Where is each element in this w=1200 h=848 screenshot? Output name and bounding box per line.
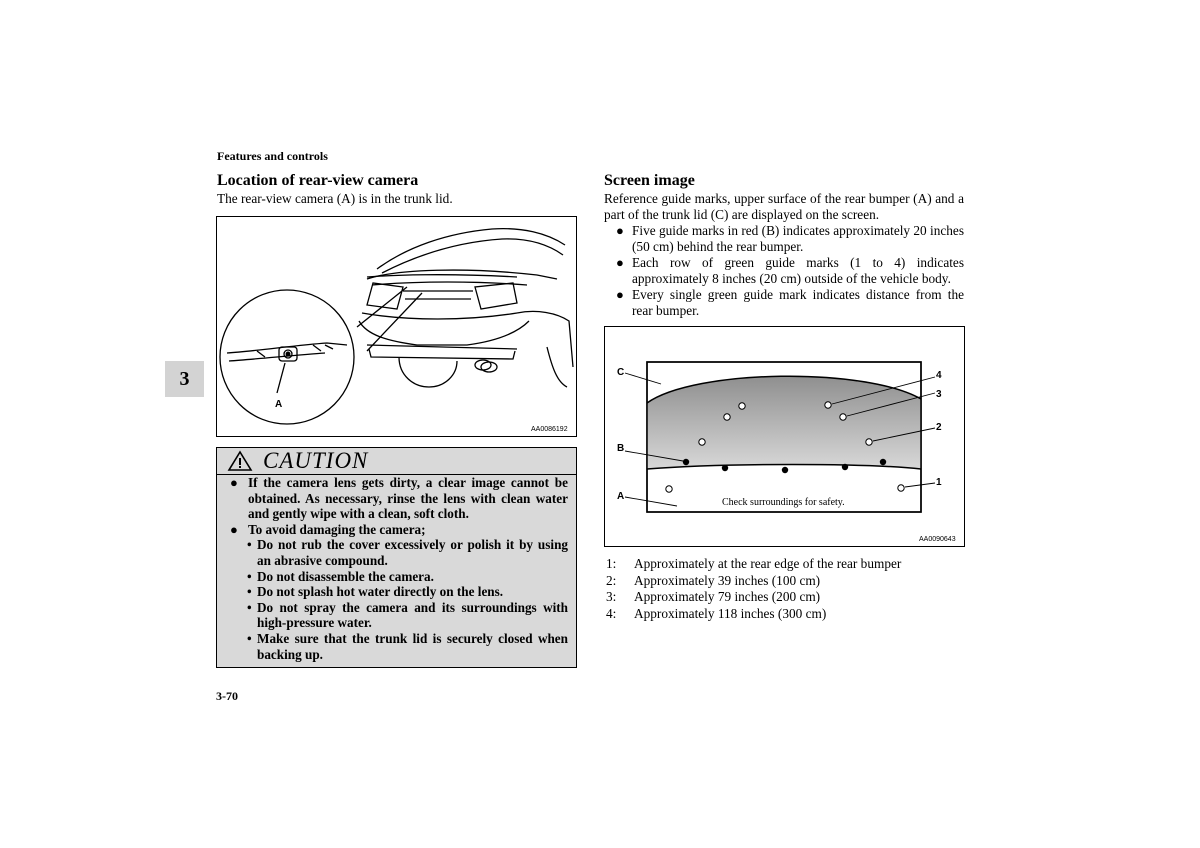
guide-mark-green xyxy=(898,485,904,491)
guide-mark-red xyxy=(782,467,788,473)
caution-header xyxy=(217,448,576,475)
right-text-block xyxy=(604,191,964,319)
screen-safety-text: Check surroundings for safety. xyxy=(722,497,845,508)
guide-mark-green xyxy=(866,439,872,445)
bullet-dot: ● xyxy=(230,475,238,490)
legend-item: 2: Approximately 39 inches (100 cm) xyxy=(606,572,821,588)
caution-sub-item: • Do not spray the camera and its surroundings with high-pressure water. xyxy=(247,599,568,631)
guide-mark-green xyxy=(739,403,745,409)
caution-sub-item: • Make sure that the trunk lid is securely closed when backing up. xyxy=(247,630,568,662)
chapter-tab: 3 xyxy=(165,361,204,397)
screen-bullet: ● Five guide marks in red (B) indicates approximately 20 inches (50 cm) behind the rear bumper. xyxy=(616,223,964,254)
left-intro: The rear-view camera (A) is in the trunk lid. xyxy=(217,191,453,206)
legend-item: 1: Approximately at the rear edge of the rear bumper xyxy=(606,556,902,571)
caution-bullet: ● If the camera lens gets dirty, a clear image cannot be obtained. As necessary, rinse the lens with clean water and gently wipe with a clean, soft cloth. xyxy=(230,475,568,522)
guide-mark-green xyxy=(840,414,846,420)
screen-image-figure xyxy=(604,326,965,547)
right-intro: Reference guide marks, upper surface of the rear bumper (A) and a part of the trunk lid (C) are displayed on the screen. xyxy=(604,191,964,222)
guide-mark-red xyxy=(880,459,886,465)
screen-bullet: ● Every single green guide mark indicates distance from the rear bumper. xyxy=(616,287,964,318)
distance-legend xyxy=(604,556,964,622)
page-number: 3-70 xyxy=(216,689,238,703)
guide-mark-red xyxy=(683,459,689,465)
camera-location-figure xyxy=(216,216,577,437)
guide-mark-green xyxy=(699,439,705,445)
guide-mark-green xyxy=(724,414,730,420)
camera-callout-a: A xyxy=(275,399,283,410)
guide-mark-red xyxy=(722,465,728,471)
legend-item: 4: Approximately 118 inches (300 cm) xyxy=(606,605,827,621)
guide-mark-green xyxy=(666,486,672,492)
camera-screen-diagram xyxy=(605,327,964,546)
caution-label: CAUTION xyxy=(263,448,369,473)
label-b: B xyxy=(617,443,625,454)
caution-bullet: ● To avoid damaging the camera; xyxy=(230,521,426,537)
guide-mark-red xyxy=(842,464,848,470)
car-rear-illustration xyxy=(217,217,576,436)
caution-sub-item: • Do not splash hot water directly on the lens. xyxy=(247,584,504,600)
left-section-title: Location of rear-view camera xyxy=(217,172,419,189)
screen-bullet: ● Each row of green guide marks (1 to 4) indicates approximately 8 inches (20 cm) outside of the vehicle body. xyxy=(616,255,964,286)
caution-box xyxy=(216,447,577,668)
label-2: 2 xyxy=(936,422,942,433)
caution-body xyxy=(230,475,568,662)
label-1: 1 xyxy=(936,477,942,488)
right-section-title: Screen image xyxy=(604,172,695,189)
label-3: 3 xyxy=(936,389,942,400)
figure-code: AA0086192 xyxy=(531,426,568,433)
bullet-dot: ● xyxy=(230,521,238,537)
legend-item: 3: Approximately 79 inches (200 cm) xyxy=(606,589,821,604)
guide-mark-green xyxy=(825,402,831,408)
label-c: C xyxy=(617,367,625,378)
label-4: 4 xyxy=(936,370,942,381)
warning-triangle-icon xyxy=(227,450,253,472)
caution-sub-item: • Do not disassemble the camera. xyxy=(247,568,434,584)
section-header: Features and controls xyxy=(217,149,328,163)
caution-sub-item: • Do not rub the cover excessively or polish it by using an abrasive compound. xyxy=(247,537,568,568)
label-a: A xyxy=(617,491,625,502)
figure-code: AA0090643 xyxy=(919,536,956,543)
